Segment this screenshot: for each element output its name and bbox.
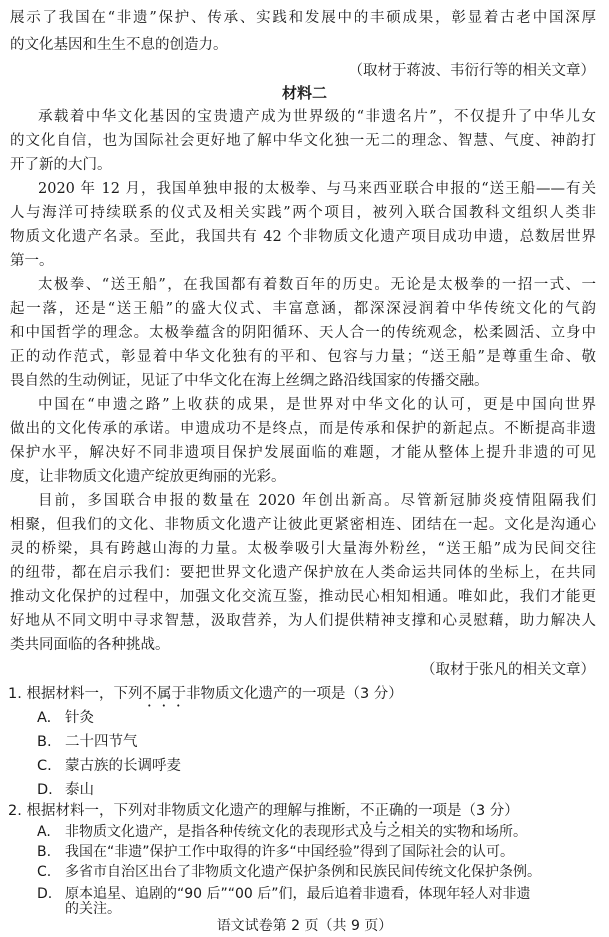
option-text: 泰山 <box>65 782 94 798</box>
paragraph-line: 类共同面临的各种挑战。 <box>10 637 170 653</box>
option-text: 蒙古族的长调呼麦 <box>65 758 181 774</box>
option-item[interactable]: C. 多省市自治区出台了非物质文化遗产保护条例和民族民间传统文化保护条例。 <box>37 864 541 880</box>
option-item[interactable]: B. 二十四节气 <box>37 734 138 750</box>
passage-top-line: 展示了我国在“非遗”保护、传承、实践和发展中的丰硕成果，彰显着古老中国深厚 <box>10 10 596 26</box>
question-text: 2. 根据材料一，下列对非物质文化遗产的理解与推断， <box>8 803 360 819</box>
option-item[interactable]: C. 蒙古族的长调呼麦 <box>37 758 181 774</box>
paragraph-line: 保护水平，解决好不同非遗项目保护发展面临的难题，才能从整体上提升非遗的可见 <box>10 445 596 461</box>
paragraph-line: 起一落，还是“送王船”的盛大仪式、丰富意涵，都深深浸润着中华传统文化的气韵 <box>10 301 596 317</box>
option-item[interactable]: B. 我国在“非遗”保护工作中取得的许多“中国经验”得到了国际社会的认可。 <box>37 844 515 860</box>
paragraph-line: 度，让非物质文化遗产绽放更绚丽的光彩。 <box>10 469 286 485</box>
question-text: 1. 根据材料一，下列 <box>8 686 143 702</box>
option-text: 的关注。 <box>65 901 121 917</box>
paragraph-line: 和中国哲学的理念。太极拳蕴含的阴阳循环、天人合一的传统观念，松柔圆活、立身中 <box>10 325 596 341</box>
paragraph-line: 太极拳、“送王船”，在我国都有着数百年的历史。无论是太极拳的一招一式、一 <box>38 277 596 293</box>
source-citation: （取材于张凡的相关文章） <box>421 662 595 678</box>
question-text: 的一项是（3 分） <box>403 803 519 819</box>
question-1 <box>8 684 403 710</box>
question-emphasis: 不正确 <box>359 803 404 819</box>
option-item[interactable]: A. 针灸 <box>37 710 94 726</box>
page-footer: 语文试卷第 2 页（共 9 页） <box>216 918 393 934</box>
option-text: 我国在“非遗”保护工作中取得的许多“中国经验”得到了国际社会的认可。 <box>65 844 515 860</box>
paragraph-line: 做出的文化传承的承诺。申遗成功不是终点，而是传承和保护的新起点。不断提高非遗 <box>10 421 596 437</box>
paragraph-line: 畏自然的生动例证，见证了中华文化在海上丝绸之路沿线国家的传播交融。 <box>10 373 489 389</box>
paragraph-line: 灵的桥梁，具有跨越山海的力量。太极拳吸引大量海外粉丝，“送王船”成为民间交往 <box>10 541 596 557</box>
paragraph-line: 开了新的大门。 <box>10 157 112 173</box>
question-text: 非物质文化遗产的一项是（3 分） <box>185 686 403 702</box>
paragraph-line: 推动文化保护的过程中，加强文化交流互鉴，推动民心相知相通。唯如此，我们才能更 <box>10 589 596 605</box>
source-citation: （取材于蒋波、韦衍行等的相关文章） <box>348 63 595 79</box>
option-item[interactable]: A. 非物质文化遗产，是指各种传统文化的表现形式及与之相关的实物和场所。 <box>37 824 527 840</box>
paragraph-line: 人与海洋可持续联系的仪式及相关实践”两个项目，被列入联合国教科文组织人类非 <box>10 205 596 221</box>
paragraph-line: 正的动作范式，彰显着中华文化独有的平和、包容与力量；“送王船”是尊重生命、敬 <box>10 349 596 365</box>
option-text: 针灸 <box>65 710 94 726</box>
option-text: 二十四节气 <box>65 734 138 750</box>
paragraph-line: 的文化自信，也为国际社会更好地了解中华文化独一无二的理念、智慧、气度、神韵打 <box>10 133 596 149</box>
question-emphasis: 不属于 <box>142 686 186 702</box>
paragraph-line: 的纽带，都在启示我们：要把世界文化遗产保护放在人类命运共同体的坐标上，在共同 <box>10 565 596 581</box>
option-text: 非物质文化遗产，是指各种传统文化的表现形式及与之相关的实物和场所。 <box>65 824 527 840</box>
option-text: 多省市自治区出台了非物质文化遗产保护条例和民族民间传统文化保护条例。 <box>65 864 541 880</box>
paragraph-line: 相聚，但我们的文化、非物质文化遗产让彼此更紧密相连、团结在一起。文化是沟通心 <box>10 517 596 533</box>
option-item[interactable]: D. 原本追星、追剧的“90 后”“00 后”们，最后追着非遗看，体现年轻人对非遗 <box>37 886 531 902</box>
paragraph-line: 承载着中华文化基因的宝贵遗产成为世界级的“非遗名片”，不仅提升了中华儿女 <box>38 109 596 125</box>
paragraph-line: 中国在“申遗之路”上收获的成果，是世界对中华文化的认可，更是中国向世界 <box>38 397 596 413</box>
option-item[interactable]: D. 泰山 <box>37 782 94 798</box>
paragraph-line: 物质文化遗产名录。至此，我国共有 42 个非物质文化遗产项目成功申遗，总数居世界 <box>10 229 596 245</box>
paragraph-line: 好地从不同文明中寻求智慧，汲取营养，为人们提供精神支撑和心灵慰藉，助力解决人 <box>10 613 596 629</box>
section-heading: 材料二 <box>281 84 327 102</box>
passage-top-line: 的文化基因和生生不息的创造力。 <box>10 37 228 53</box>
paragraph-line: 2020 年 12 月，我国单独申报的太极拳、与马来西亚联合申报的“送王船——有关 <box>38 181 596 197</box>
paragraph-line: 目前，多国联合申报的数量在 2020 年创出新高。尽管新冠肺炎疫情阻隔我们 <box>38 493 596 509</box>
paragraph-line: 第一。 <box>10 253 54 269</box>
option-text: 原本追星、追剧的“90 后”“00 后”们，最后追着非遗看，体现年轻人对非遗 <box>65 886 531 902</box>
